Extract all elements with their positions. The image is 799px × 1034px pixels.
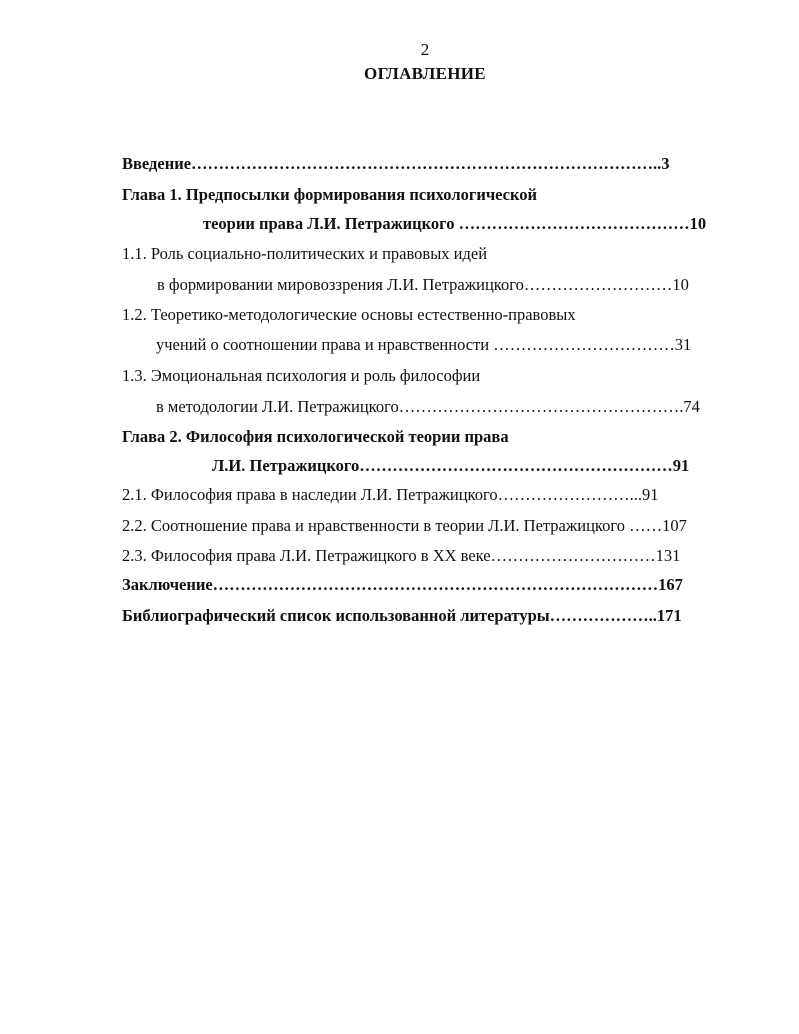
- toc-section-1-1-cont: в формировании мировоззрения Л.И. Петражицкого………………………10: [157, 275, 689, 294]
- toc-section-1-2: 1.2. Теоретико-методологические основы естественно-правовых: [122, 305, 576, 324]
- toc-chapter-2-title-cont: Л.И. Петражицкого…………………………………………………91: [212, 456, 690, 475]
- toc-intro: Введение…………………………………………………………………………..3: [122, 154, 670, 173]
- toc-section-2-1: 2.1. Философия права в наследии Л.И. Петражицкого……………………...91: [122, 485, 659, 504]
- toc-section-1-2-cont: учений о соотношении права и нравственности ……………………………31: [156, 335, 692, 354]
- toc-section-1-1: 1.1. Роль социально-политических и правовых идей: [122, 244, 488, 263]
- toc-section-1-3-cont: в методологии Л.И. Петражицкого…………………………………………….74: [156, 397, 700, 416]
- toc-section-2-2: 2.2. Соотношение права и нравственности в теории Л.И. Петражицкого ……107: [122, 516, 687, 535]
- toc-chapter-2-title: Глава 2. Философия психологической теории права: [122, 427, 509, 446]
- toc-chapter-1-title: Глава 1. Предпосылки формирования психологической: [122, 185, 538, 204]
- toc-section-1-3: 1.3. Эмоциональная психология и роль философии: [122, 366, 481, 385]
- toc-chapter-1-title-cont: теории права Л.И. Петражицкого ……………………………………10: [203, 214, 707, 233]
- page-number: 2: [420, 40, 430, 59]
- toc-section-2-3: 2.3. Философия права Л.И. Петражицкого в XX веке…………………………131: [122, 546, 681, 565]
- toc-conclusion: Заключение………………………………………………………………………167: [122, 575, 683, 594]
- toc-bibliography: Библиографический список использованной литературы………………..171: [122, 606, 682, 625]
- page-title: ОГЛАВЛЕНИЕ: [364, 64, 486, 83]
